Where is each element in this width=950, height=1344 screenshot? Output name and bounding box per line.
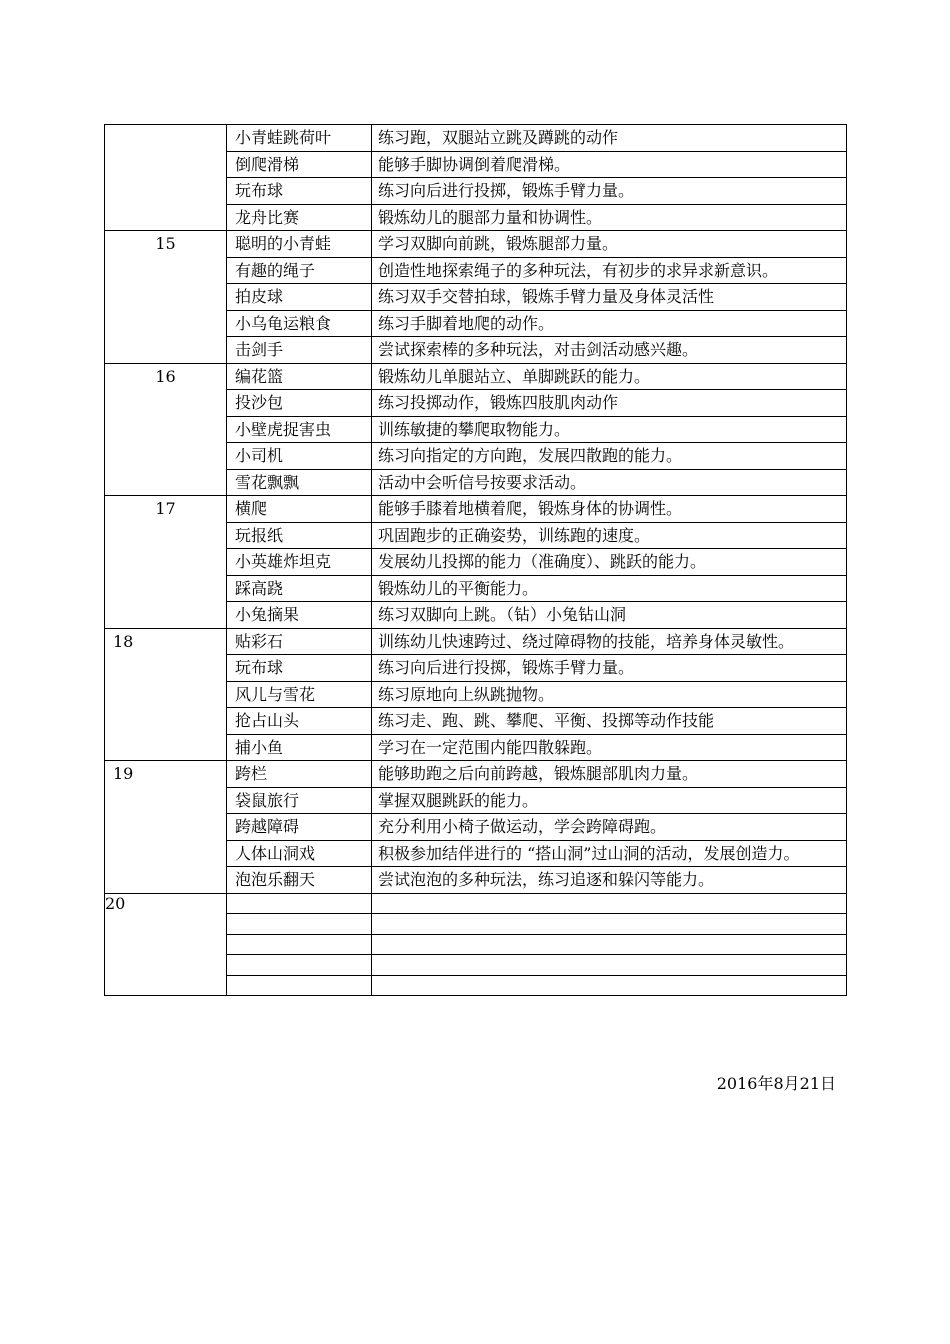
activity-name-cell: 泡泡乐翻天 — [227, 867, 372, 894]
activity-goal-cell: 训练敏捷的攀爬取物能力。 — [372, 416, 847, 443]
activity-name-cell — [227, 914, 372, 935]
activity-name-cell: 有趣的绳子 — [227, 257, 372, 284]
activity-name-cell: 编花篮 — [227, 363, 372, 390]
activity-name-cell: 小青蛙跳荷叶 — [227, 125, 372, 152]
table-row — [105, 231, 847, 258]
activity-goal-cell: 训练幼儿快速跨过、绕过障碍物的技能，培养身体灵敏性。 — [372, 628, 847, 655]
activity-name-cell: 抢占山头 — [227, 708, 372, 735]
week-number-cell — [105, 125, 227, 231]
activity-name-cell: 玩布球 — [227, 655, 372, 682]
activity-goal-cell: 尝试泡泡的多种玩法，练习追逐和躲闪等能力。 — [372, 867, 847, 894]
activity-goal-cell: 锻炼幼儿的腿部力量和协调性。 — [372, 204, 847, 231]
activity-goal-cell: 练习投掷动作，锻炼四肢肌肉动作 — [372, 390, 847, 417]
activity-goal-cell: 练习向后进行投掷，锻炼手臂力量。 — [372, 655, 847, 682]
week-number-cell: 16 — [105, 363, 227, 496]
activity-name-cell: 聪明的小青蛙 — [227, 231, 372, 258]
activity-goal-cell — [372, 955, 847, 976]
table-row — [105, 125, 847, 152]
activity-name-cell: 击剑手 — [227, 337, 372, 364]
table-row — [105, 761, 847, 788]
activity-name-cell: 拍皮球 — [227, 284, 372, 311]
activity-name-cell: 投沙包 — [227, 390, 372, 417]
activity-name-cell: 袋鼠旅行 — [227, 787, 372, 814]
week-number-cell: 15 — [105, 231, 227, 364]
activity-goal-cell: 练习原地向上纵跳抛物。 — [372, 681, 847, 708]
week-number-cell: 20 — [105, 893, 227, 996]
activity-goal-cell: 能够手膝着地横着爬，锻炼身体的协调性。 — [372, 496, 847, 523]
activity-name-cell: 跨栏 — [227, 761, 372, 788]
document-date: 2016年8月21日 — [716, 1074, 836, 1093]
activity-goal-cell: 练习向后进行投掷，锻炼手臂力量。 — [372, 178, 847, 205]
activity-goal-cell: 锻炼幼儿单腿站立、单脚跳跃的能力。 — [372, 363, 847, 390]
activity-name-cell: 雪花飘飘 — [227, 469, 372, 496]
activity-name-cell: 玩报纸 — [227, 522, 372, 549]
activity-goal-cell: 练习走、跑、跳、攀爬、平衡、投掷等动作技能 — [372, 708, 847, 735]
activity-goal-cell: 能够手脚协调倒着爬滑梯。 — [372, 151, 847, 178]
activity-goal-cell: 练习跑，双腿站立跳及蹲跳的动作 — [372, 125, 847, 152]
activity-goal-cell: 活动中会听信号按要求活动。 — [372, 469, 847, 496]
activity-goal-cell: 掌握双腿跳跃的能力。 — [372, 787, 847, 814]
activity-name-cell: 贴彩石 — [227, 628, 372, 655]
activity-name-cell: 人体山洞戏 — [227, 840, 372, 867]
activity-goal-cell: 巩固跑步的正确姿势，训练跑的速度。 — [372, 522, 847, 549]
activity-name-cell: 跨越障碍 — [227, 814, 372, 841]
activity-name-cell: 横爬 — [227, 496, 372, 523]
activity-goal-cell: 练习向指定的方向跑，发展四散跑的能力。 — [372, 443, 847, 470]
activity-goal-cell: 学习在一定范围内能四散躲跑。 — [372, 734, 847, 761]
table-body — [105, 125, 847, 996]
activity-goal-cell: 锻炼幼儿的平衡能力。 — [372, 575, 847, 602]
activity-goal-cell — [372, 914, 847, 935]
activity-goal-cell: 积极参加结伴进行的 “搭山洞”过山洞的活动，发展创造力。 — [372, 840, 847, 867]
activity-name-cell: 小壁虎捉害虫 — [227, 416, 372, 443]
activity-name-cell: 小兔摘果 — [227, 602, 372, 629]
activity-name-cell: 踩高跷 — [227, 575, 372, 602]
week-number-cell: 17 — [105, 496, 227, 629]
activity-name-cell: 小英雄炸坦克 — [227, 549, 372, 576]
week-number-cell: 18 — [105, 628, 227, 761]
table-row — [105, 893, 847, 914]
activity-plan-table — [104, 124, 847, 996]
table-row — [105, 363, 847, 390]
activity-goal-cell — [372, 893, 847, 914]
activity-goal-cell: 充分利用小椅子做运动，学会跨障碍跑。 — [372, 814, 847, 841]
activity-goal-cell: 发展幼儿投掷的能力（准确度）、跳跃的能力。 — [372, 549, 847, 576]
week-number-cell: 19 — [105, 761, 227, 894]
activity-goal-cell: 能够助跑之后向前跨越，锻炼腿部肌肉力量。 — [372, 761, 847, 788]
activity-goal-cell: 练习手脚着地爬的动作。 — [372, 310, 847, 337]
activity-goal-cell: 练习双手交替拍球，锻炼手臂力量及身体灵活性 — [372, 284, 847, 311]
table-row — [105, 496, 847, 523]
activity-name-cell: 捕小鱼 — [227, 734, 372, 761]
activity-name-cell: 玩布球 — [227, 178, 372, 205]
table-row — [105, 628, 847, 655]
activity-name-cell: 小乌龟运粮食 — [227, 310, 372, 337]
activity-name-cell: 风儿与雪花 — [227, 681, 372, 708]
activity-goal-cell: 学习双脚向前跳，锻炼腿部力量。 — [372, 231, 847, 258]
activity-goal-cell — [372, 934, 847, 955]
activity-name-cell: 龙舟比赛 — [227, 204, 372, 231]
activity-name-cell — [227, 975, 372, 996]
activity-goal-cell: 创造性地探索绳子的多种玩法，有初步的求异求新意识。 — [372, 257, 847, 284]
activity-name-cell — [227, 934, 372, 955]
activity-name-cell: 小司机 — [227, 443, 372, 470]
activity-name-cell — [227, 955, 372, 976]
activity-goal-cell: 尝试探索棒的多种玩法，对击剑活动感兴趣。 — [372, 337, 847, 364]
activity-goal-cell — [372, 975, 847, 996]
activity-name-cell — [227, 893, 372, 914]
activity-goal-cell: 练习双脚向上跳。（钻）小兔钻山洞 — [372, 602, 847, 629]
activity-name-cell: 倒爬滑梯 — [227, 151, 372, 178]
